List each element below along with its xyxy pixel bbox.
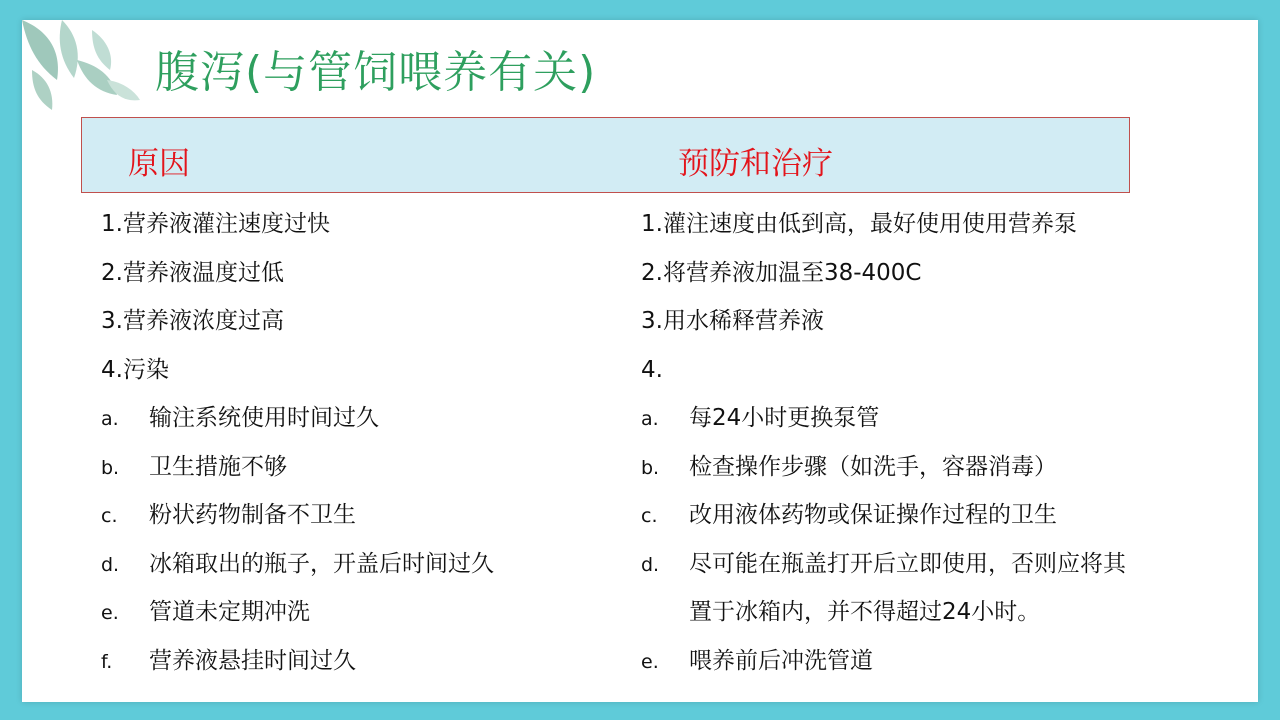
list-item: 3.用水稀释营养液 bbox=[641, 308, 824, 334]
list-item: c. 改用液体药物或保证操作过程的卫生 bbox=[641, 502, 1057, 528]
column-header-cause: 原因 bbox=[128, 146, 190, 182]
list-item: e. 管道未定期冲洗 bbox=[101, 599, 310, 625]
list-item: f. 营养液悬挂时间过久 bbox=[101, 647, 356, 674]
list-item: 置于冰箱内，并不得超过24小时。 bbox=[689, 599, 1041, 625]
list-item: d. 冰箱取出的瓶子，开盖后时间过久 bbox=[101, 550, 494, 577]
table-header-band bbox=[81, 117, 1130, 193]
list-item: 2.将营养液加温至38-400C bbox=[641, 259, 922, 286]
list-item: a. 输注系统使用时间过久 bbox=[101, 405, 379, 431]
prevention-list bbox=[641, 200, 1221, 685]
cause-list bbox=[101, 200, 621, 685]
list-item: a. 每24小时更换泵管 bbox=[641, 405, 880, 431]
list-item: b. 检查操作步骤（如洗手，容器消毒） bbox=[641, 453, 1057, 480]
page-title: 腹泻(与管饲喂养有关) bbox=[155, 47, 597, 98]
list-item: 4.污染 bbox=[101, 356, 169, 383]
list-item: 2.营养液温度过低 bbox=[101, 259, 284, 286]
column-header-prevention: 预防和治疗 bbox=[678, 146, 833, 182]
list-item: 4. bbox=[641, 356, 663, 383]
leaves-decoration-icon bbox=[22, 20, 152, 130]
list-item: 1.营养液灌注速度过快 bbox=[101, 211, 330, 237]
list-item: e. 喂养前后冲洗管道 bbox=[641, 647, 873, 674]
list-item: b. 卫生措施不够 bbox=[101, 453, 287, 480]
list-item: 3.营养液浓度过高 bbox=[101, 308, 284, 334]
list-item: 1.灌注速度由低到高，最好使用使用营养泵 bbox=[641, 211, 1077, 237]
list-item: c. 粉状药物制备不卫生 bbox=[101, 502, 356, 528]
list-item: d. 尽可能在瓶盖打开后立即使用，否则应将其 bbox=[641, 550, 1126, 577]
